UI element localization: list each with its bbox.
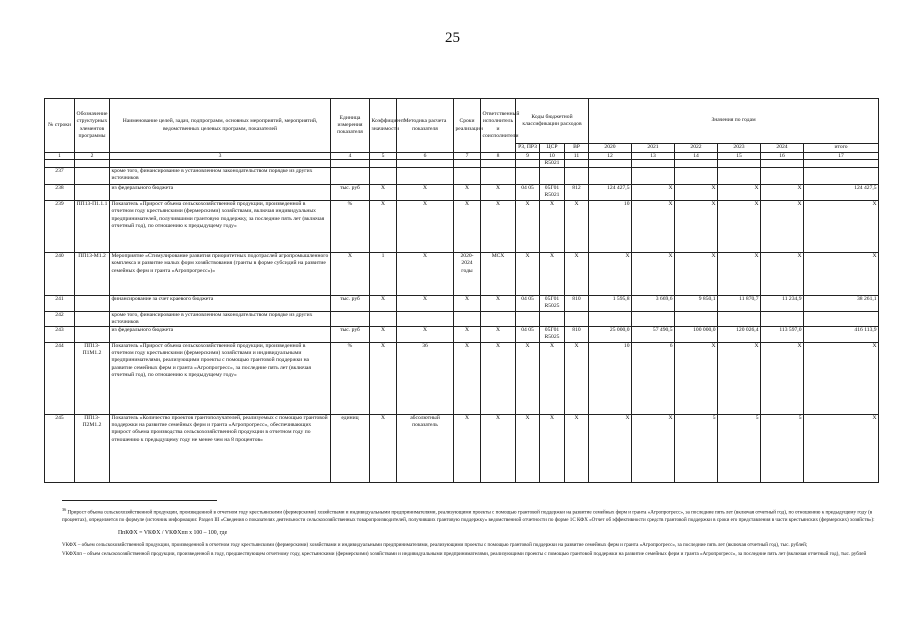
cell-method: 36 bbox=[397, 343, 454, 415]
cell-resp bbox=[481, 168, 516, 185]
cell-y2023 bbox=[718, 160, 761, 168]
header-unit: Единица измерения показателя bbox=[331, 99, 370, 153]
cell-y2021: X bbox=[632, 415, 675, 483]
cell-y2024: X bbox=[761, 253, 804, 296]
cell-y2021: X bbox=[632, 253, 675, 296]
cell-y2024: 113 597,0 bbox=[761, 327, 804, 343]
cell-y2024 bbox=[761, 168, 804, 185]
cell-method bbox=[397, 168, 454, 185]
cell-name: Мероприятие «Стимулирование развития приоритетных подотраслей агропромышленного комплекса и развитие малых форм хозяйствования (гранты в форме субсидий на развитие семейных ферм и гранта «Агропрогресс»)» bbox=[110, 253, 331, 296]
header-year: 2021 bbox=[632, 144, 675, 153]
cell-k bbox=[370, 160, 397, 168]
cell-y2021: X bbox=[632, 201, 675, 253]
cell-term: X bbox=[454, 415, 481, 483]
cell-y2022: X bbox=[675, 185, 718, 201]
cell-code: ПП13-П2М1.2 bbox=[75, 415, 110, 483]
header-row-number: № строки bbox=[45, 99, 75, 153]
cell-method bbox=[397, 311, 454, 326]
cell-vr: 812 bbox=[565, 185, 589, 201]
cell-y2020 bbox=[589, 160, 632, 168]
cell-k: X bbox=[370, 296, 397, 311]
header-year: 2020 bbox=[589, 144, 632, 153]
cell-total: 38 261,1 bbox=[804, 296, 879, 311]
cell-total: 124 427,5 bbox=[804, 185, 879, 201]
cell-method: абсолютный показатель bbox=[397, 415, 454, 483]
cell-k: X bbox=[370, 327, 397, 343]
table-row bbox=[45, 311, 879, 326]
footnote bbox=[62, 506, 877, 559]
cell-n: 241 bbox=[45, 296, 75, 311]
footnote-divider bbox=[62, 500, 217, 501]
cell-vr: 810 bbox=[565, 327, 589, 343]
column-number: 6 bbox=[397, 153, 454, 160]
cell-name: из федерального бюджета bbox=[110, 327, 331, 343]
cell-y2023: 120 026,4 bbox=[718, 327, 761, 343]
cell-name bbox=[110, 160, 331, 168]
cell-y2023 bbox=[718, 168, 761, 185]
cell-y2023: 5 bbox=[718, 415, 761, 483]
cell-y2021: X bbox=[632, 185, 675, 201]
cell-y2022: X bbox=[675, 201, 718, 253]
cell-n: 243 bbox=[45, 327, 75, 343]
footnote-formula: ПпКФХ = VКФХ / VКФХпп х 100 – 100, где bbox=[118, 529, 228, 536]
cell-n: 237 bbox=[45, 168, 75, 185]
cell-code bbox=[75, 185, 110, 201]
cell-vr bbox=[565, 160, 589, 168]
footnote-definition: VКФХпп – объем сельскохозяйственной продукции, произведенной в году, предшествующем отчетному году, крестьянскими (фермерскими) хозяйствами и индивидуальными предпринимателями, реализующими проекты с помощью грантовой поддержки на развитие семейных ферм и гранта «Агропрогресс», за последние пять лет (включая отчетный год), тыс. рублей bbox=[62, 551, 867, 558]
column-number: 1 bbox=[45, 153, 75, 160]
table-row bbox=[45, 296, 879, 311]
cell-rz: 04 05 bbox=[516, 185, 540, 201]
cell-resp: X bbox=[481, 343, 516, 415]
cell-resp bbox=[481, 311, 516, 326]
header-row bbox=[45, 99, 879, 144]
cell-total: 416 113,9 bbox=[804, 327, 879, 343]
header-element-code: Обозначение структурных элементов программы bbox=[75, 99, 110, 153]
header-budget-codes: Коды бюджетной классификации расходов bbox=[516, 99, 589, 144]
cell-resp: X bbox=[481, 185, 516, 201]
cell-k: 1 bbox=[370, 253, 397, 296]
column-number: 8 bbox=[481, 153, 516, 160]
footnote-text bbox=[62, 506, 877, 525]
column-number: 12 bbox=[589, 153, 632, 160]
cell-vr bbox=[565, 311, 589, 326]
cell-total: X bbox=[804, 343, 879, 415]
cell-csr: X bbox=[540, 343, 565, 415]
cell-y2020 bbox=[589, 168, 632, 185]
table-row bbox=[45, 201, 879, 253]
column-number: 15 bbox=[718, 153, 761, 160]
cell-vr: X bbox=[565, 201, 589, 253]
cell-y2022: X bbox=[675, 343, 718, 415]
header-year: 2023 bbox=[718, 144, 761, 153]
table-row bbox=[45, 327, 879, 343]
column-number: 5 bbox=[370, 153, 397, 160]
cell-name: финансирование за счет краевого бюджета bbox=[110, 296, 331, 311]
table-row bbox=[45, 253, 879, 296]
cell-resp bbox=[481, 160, 516, 168]
cell-y2020: 10 bbox=[589, 343, 632, 415]
header-term: Сроки реализации bbox=[454, 99, 481, 153]
program-table bbox=[44, 98, 879, 483]
cell-term: 2020-2024 годы bbox=[454, 253, 481, 296]
cell-name: кроме того, финансирование в установленном законодательством порядке из других источников bbox=[110, 168, 331, 185]
cell-y2020 bbox=[589, 311, 632, 326]
column-number: 3 bbox=[110, 153, 331, 160]
cell-n: 240 bbox=[45, 253, 75, 296]
cell-y2024 bbox=[761, 311, 804, 326]
column-number: 4 bbox=[331, 153, 370, 160]
cell-csr: 05Г01 R5025 bbox=[540, 296, 565, 311]
footnote-definition: VКФХ – объем сельскохозяйственной продукции, произведенной в отчетном году крестьянскими (фермерскими) хозяйствами и индивидуальными предпринимателями, реализующими проекты с помощью грантовой поддержки на развитие семейных ферм и гранта «Агропрогресс», за последние пять лет (включая отчетный год), тыс. рублей; bbox=[62, 541, 808, 548]
cell-y2022: 9 850,1 bbox=[675, 296, 718, 311]
column-number: 14 bbox=[675, 153, 718, 160]
cell-y2023: X bbox=[718, 253, 761, 296]
cell-rz: 04 05 bbox=[516, 327, 540, 343]
cell-code bbox=[75, 327, 110, 343]
table-row bbox=[45, 343, 879, 415]
cell-rz: 04 05 bbox=[516, 296, 540, 311]
cell-n bbox=[45, 160, 75, 168]
column-number: 16 bbox=[761, 153, 804, 160]
cell-name: Показатель «Прирост объема сельскохозяйственной продукции, произведенной в отчетном году крестьянскими (фермерскими) хозяйствами, включая индивидуальных предпринимателей, получившими грантовую поддержку, за последние пять лет (включая отчетный год), по отношению к предыдущему году» bbox=[110, 201, 331, 253]
header-total: итого bbox=[804, 144, 879, 153]
cell-name: кроме того, финансирование в установленном законодательством порядке из других источников bbox=[110, 311, 331, 326]
cell-unit: X bbox=[331, 253, 370, 296]
cell-method: X bbox=[397, 296, 454, 311]
cell-y2022: 5 bbox=[675, 415, 718, 483]
table-row bbox=[45, 160, 879, 168]
cell-vr: X bbox=[565, 415, 589, 483]
cell-csr: X bbox=[540, 415, 565, 483]
cell-y2020: X bbox=[589, 253, 632, 296]
footnote-body: Прирост объема сельскохозяйственной продукции, произведенной в отчетном году крестьянскими (фермерскими) хозяйствами и индивидуальными предпринимателями, реализующими проекты с помощью грантовой поддержки на развитие семейных ферм и гранта «Агропрогресс», за последние пять лет (включая отчетный год), по отношению к предыдущему году (в процентах), определяется по формуле (источник информации: Раздел III «Сведения о показателях деятельности сельскохозяйственных товаропроизводителей, получивших грантовую поддержку» ведомственной отчетности по форме 1С КФХ «Отчет об эффективности средств грантовой поддержки в сроки его представления в части крестьянских (фермерских) хозяйств»): bbox=[62, 509, 875, 524]
cell-unit bbox=[331, 168, 370, 185]
cell-y2024: X bbox=[761, 185, 804, 201]
cell-total: X bbox=[804, 201, 879, 253]
cell-total bbox=[804, 160, 879, 168]
cell-vr: X bbox=[565, 343, 589, 415]
cell-total: X bbox=[804, 415, 879, 483]
cell-term: X bbox=[454, 327, 481, 343]
cell-total bbox=[804, 168, 879, 185]
cell-csr: R5021 bbox=[540, 160, 565, 168]
cell-term bbox=[454, 311, 481, 326]
cell-term: X bbox=[454, 185, 481, 201]
cell-method: X bbox=[397, 185, 454, 201]
cell-vr: X bbox=[565, 253, 589, 296]
cell-code: ПП13-П1М1.2 bbox=[75, 343, 110, 415]
cell-k: X bbox=[370, 343, 397, 415]
cell-k: X bbox=[370, 415, 397, 483]
cell-code bbox=[75, 168, 110, 185]
header-coefficient: Коэффициент значимости bbox=[370, 99, 397, 153]
header-csr: ЦСР bbox=[540, 144, 565, 153]
cell-vr bbox=[565, 168, 589, 185]
cell-csr: X bbox=[540, 253, 565, 296]
cell-name: Показатель «Прирост объема сельскохозяйственной продукции, произведенной в отчетном году крестьянскими (фермерскими) хозяйствами и индивидуальными предпринимателями, реализующими проекты с помощью грантовой поддержки на развитие семейных ферм и гранта «Агропрогресс», за последние пять лет (включая отчетный год), по отношению к предыдущему году» bbox=[110, 343, 331, 415]
cell-unit: % bbox=[331, 201, 370, 253]
column-number-row bbox=[45, 153, 879, 160]
cell-resp: МСХ bbox=[481, 253, 516, 296]
cell-y2023: X bbox=[718, 201, 761, 253]
header-vr: ВР bbox=[565, 144, 589, 153]
cell-total: X bbox=[804, 253, 879, 296]
cell-resp: X bbox=[481, 415, 516, 483]
cell-y2023 bbox=[718, 311, 761, 326]
cell-y2020: 124 427,5 bbox=[589, 185, 632, 201]
column-number: 17 bbox=[804, 153, 879, 160]
cell-y2022 bbox=[675, 160, 718, 168]
cell-y2022: 100 000,0 bbox=[675, 327, 718, 343]
cell-k bbox=[370, 168, 397, 185]
cell-y2024: 11 234,9 bbox=[761, 296, 804, 311]
header-year: 2024 bbox=[761, 144, 804, 153]
cell-total bbox=[804, 311, 879, 326]
cell-y2020: 1 595,8 bbox=[589, 296, 632, 311]
cell-method bbox=[397, 160, 454, 168]
cell-method: X bbox=[397, 201, 454, 253]
cell-y2024 bbox=[761, 160, 804, 168]
cell-y2022: X bbox=[675, 253, 718, 296]
column-number: 2 bbox=[75, 153, 110, 160]
cell-y2024: 5 bbox=[761, 415, 804, 483]
cell-resp: X bbox=[481, 327, 516, 343]
cell-y2024: X bbox=[761, 201, 804, 253]
cell-rz: X bbox=[516, 343, 540, 415]
cell-n: 239 bbox=[45, 201, 75, 253]
column-number: 9 bbox=[516, 153, 540, 160]
cell-n: 244 bbox=[45, 343, 75, 415]
cell-y2021 bbox=[632, 160, 675, 168]
header-rz: РЗ, ПРЗ bbox=[516, 144, 540, 153]
column-number: 11 bbox=[565, 153, 589, 160]
column-number: 10 bbox=[540, 153, 565, 160]
cell-unit: тыс. руб bbox=[331, 327, 370, 343]
footnote-mark: 36 bbox=[62, 507, 67, 512]
cell-unit: тыс. руб bbox=[331, 185, 370, 201]
cell-k: X bbox=[370, 185, 397, 201]
cell-y2022 bbox=[675, 311, 718, 326]
cell-code: ПП13-М1.2 bbox=[75, 253, 110, 296]
cell-resp: X bbox=[481, 201, 516, 253]
header-year: 2022 bbox=[675, 144, 718, 153]
cell-term bbox=[454, 160, 481, 168]
cell-code: ПП13-П1.1.1 bbox=[75, 201, 110, 253]
cell-csr: X bbox=[540, 201, 565, 253]
cell-k bbox=[370, 311, 397, 326]
table-row bbox=[45, 185, 879, 201]
cell-term bbox=[454, 168, 481, 185]
cell-rz: X bbox=[516, 253, 540, 296]
cell-code bbox=[75, 160, 110, 168]
cell-y2023: 11 870,7 bbox=[718, 296, 761, 311]
column-number: 7 bbox=[454, 153, 481, 160]
cell-unit bbox=[331, 311, 370, 326]
cell-y2021 bbox=[632, 311, 675, 326]
cell-name: из федерального бюджета bbox=[110, 185, 331, 201]
cell-rz bbox=[516, 311, 540, 326]
cell-method: X bbox=[397, 253, 454, 296]
cell-method: X bbox=[397, 327, 454, 343]
cell-y2023: X bbox=[718, 343, 761, 415]
cell-y2020: X bbox=[589, 415, 632, 483]
cell-resp: X bbox=[481, 296, 516, 311]
cell-csr bbox=[540, 311, 565, 326]
cell-y2021: 6 bbox=[632, 343, 675, 415]
cell-n: 238 bbox=[45, 185, 75, 201]
cell-term: X bbox=[454, 296, 481, 311]
cell-rz: X bbox=[516, 201, 540, 253]
cell-y2021 bbox=[632, 168, 675, 185]
cell-rz: X bbox=[516, 415, 540, 483]
cell-y2020: 25 000,0 bbox=[589, 327, 632, 343]
cell-csr: 05Г01 R5025 bbox=[540, 327, 565, 343]
cell-unit: единиц bbox=[331, 415, 370, 483]
cell-n: 242 bbox=[45, 311, 75, 326]
cell-unit: тыс. руб bbox=[331, 296, 370, 311]
header-responsible: Ответственный исполнитель и соисполнители bbox=[481, 99, 516, 153]
table-row bbox=[45, 415, 879, 483]
cell-csr bbox=[540, 168, 565, 185]
cell-y2021: 3 669,6 bbox=[632, 296, 675, 311]
cell-code bbox=[75, 311, 110, 326]
table-body bbox=[45, 160, 879, 483]
cell-y2021: 57 490,5 bbox=[632, 327, 675, 343]
cell-y2023: X bbox=[718, 185, 761, 201]
cell-term: X bbox=[454, 343, 481, 415]
cell-name: Показатель «Количество проектов грантополучателей, реализуемых с помощью грантовой поддержки на развитие семейных ферм и гранта «Агропрогресс», обеспечивающих прирост объема производства сельскохозяйственной продукции в отчетном году по отношению к предыдущему году не менее чем на 8 процентов» bbox=[110, 415, 331, 483]
cell-y2020: 10 bbox=[589, 201, 632, 253]
header-values-by-year: Значения по годам bbox=[589, 99, 879, 144]
cell-vr: 810 bbox=[565, 296, 589, 311]
cell-rz bbox=[516, 160, 540, 168]
cell-y2024: X bbox=[761, 343, 804, 415]
page-number: 25 bbox=[445, 30, 460, 46]
cell-rz bbox=[516, 168, 540, 185]
cell-k: X bbox=[370, 201, 397, 253]
cell-csr: 05Г01 R5021 bbox=[540, 185, 565, 201]
cell-code bbox=[75, 296, 110, 311]
header-method: Методика расчета показателя bbox=[397, 99, 454, 153]
cell-n: 245 bbox=[45, 415, 75, 483]
cell-term: X bbox=[454, 201, 481, 253]
cell-y2022 bbox=[675, 168, 718, 185]
cell-unit: % bbox=[331, 343, 370, 415]
table-row bbox=[45, 168, 879, 185]
header-name: Наименование целей, задач, подпрограмм, основных мероприятий, мероприятий, ведомственных целевых программ, показателей bbox=[110, 99, 331, 153]
cell-unit bbox=[331, 160, 370, 168]
column-number: 13 bbox=[632, 153, 675, 160]
